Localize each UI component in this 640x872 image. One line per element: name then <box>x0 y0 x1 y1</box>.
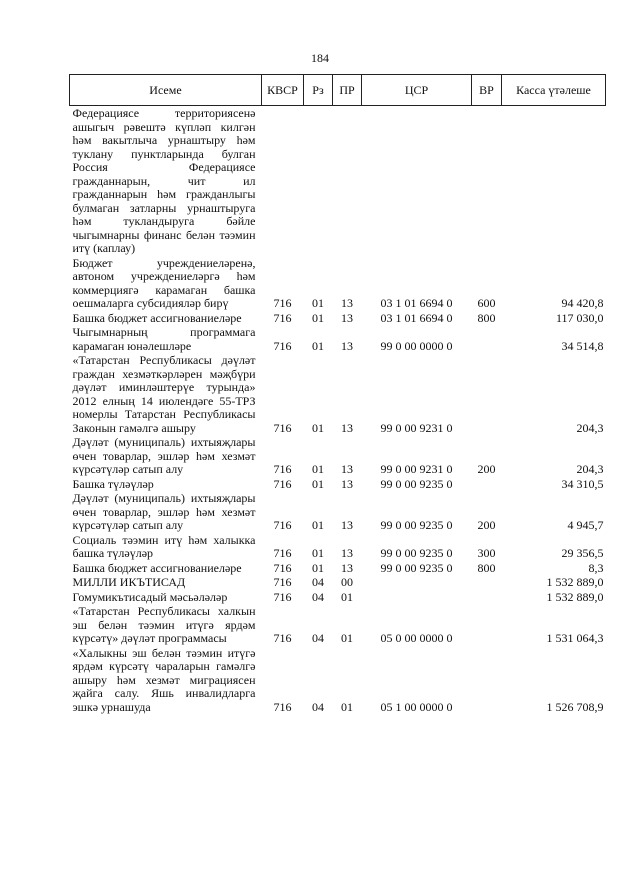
cell-vr <box>472 353 502 435</box>
cell-csr: 03 1 01 6694 0 <box>380 310 453 325</box>
cell-name: Федерациясе территориясенә ашыгыч рәвештә күпләп килгән һәм вакытлыча урнаштыру һәм туклану пунктларында булган Россия Федерациясе гражданнарын, чит ил гражданнарын һәм гражданлыгы булмаган затларны урнаштыруга һәм тукландыруга бәйле чыгымнарны финанс белән тәэмин итү (каплау) <box>72 106 256 255</box>
cell-pr: 13 <box>341 560 353 575</box>
cell-csr: 99 0 00 9235 0 <box>380 546 453 560</box>
cell-kvsr: 716 <box>273 575 292 589</box>
cell-kassa: 1 531 064,3 <box>546 631 604 645</box>
cell-vr <box>472 325 502 353</box>
cell-kassa: 4 945,7 <box>567 518 604 532</box>
cell-kvsr: 716 <box>273 462 292 476</box>
cell-kassa: 1 532 889,0 <box>546 589 604 604</box>
cell-name: Башка бюджет ассигнованиеләре <box>72 560 242 575</box>
cell-rz: 01 <box>312 310 324 325</box>
table-row <box>70 106 606 256</box>
cell-name: Башка бюджет ассигнованиеләре <box>72 310 242 325</box>
table-row <box>70 325 606 353</box>
cell-csr: 05 1 00 0000 0 <box>380 699 453 714</box>
header-pr: ПР <box>333 75 362 106</box>
cell-kassa: 94 420,8 <box>561 296 604 310</box>
cell-rz: 04 <box>312 575 324 589</box>
cell-kvsr: 716 <box>273 296 292 310</box>
cell-kassa: 1 532 889,0 <box>546 575 604 589</box>
cell-kassa: 204,3 <box>576 420 604 435</box>
cell-kassa: 34 310,5 <box>561 476 604 491</box>
cell-kassa <box>502 106 606 256</box>
table-row <box>70 491 606 533</box>
table-row <box>70 477 606 492</box>
cell-rz: 01 <box>312 476 324 491</box>
cell-csr: 03 1 01 6694 0 <box>380 296 453 310</box>
table-row <box>70 575 606 590</box>
cell-vr: 600 <box>477 296 496 310</box>
cell-pr: 13 <box>341 310 353 325</box>
cell-name: «Татарстан Республикасы дәүләт граждан хезмәткәрләрен мәҗбүри дәүләт иминләштерүе турында» 2012 елның 14 июлендәге 55-ТРЗ номерлы Татарстан Республикасы Законын гамәлгә ашыру <box>72 353 256 435</box>
cell-kassa: 1 526 708,9 <box>546 699 604 714</box>
table-row <box>70 561 606 576</box>
cell-name: Чыгымнарның программага карамаган юнәлешләре <box>72 325 256 353</box>
cell-name: «Халыкны эш белән тәэмин итүгә ярдәм күрсәтү чараларын гамәлгә ашыру һәм хезмәт миграциясен җайга салу. Яшь инвалидларга эшкә урнашуда <box>72 645 256 714</box>
cell-kvsr: 716 <box>273 518 292 532</box>
cell-rz: 04 <box>312 631 324 645</box>
cell-pr: 13 <box>341 518 353 532</box>
cell-pr: 13 <box>341 546 353 560</box>
cell-pr: 00 <box>341 575 353 589</box>
cell-kassa: 8,3 <box>588 560 604 575</box>
cell-name: Гомумикътисадый мәсьәләләр <box>72 589 228 604</box>
cell-name: Социаль тәэмин итү һәм халыкка башка түләүләр <box>72 532 256 560</box>
budget-table <box>69 74 606 714</box>
header-vr: ВР <box>472 75 502 106</box>
cell-vr: 800 <box>477 310 496 325</box>
cell-rz: 01 <box>312 518 324 532</box>
cell-vr: 200 <box>477 518 496 532</box>
cell-pr: 13 <box>341 476 353 491</box>
cell-kassa: 34 514,8 <box>561 338 604 353</box>
cell-name: Бюджет учреждениеләренә, автоном учреждениеләргә һәм коммерциягә карамаган башка оешмаларга субсидияләр бирү <box>72 255 256 310</box>
cell-rz: 01 <box>312 420 324 435</box>
cell-pr <box>333 106 362 256</box>
cell-rz: 01 <box>312 462 324 476</box>
cell-kvsr: 716 <box>273 476 292 491</box>
cell-name: МИЛЛИ ИКЪТИСАД <box>72 575 186 589</box>
cell-pr: 01 <box>341 631 353 645</box>
cell-pr: 13 <box>341 420 353 435</box>
header-name: Исеме <box>70 75 262 106</box>
page-number: 184 <box>311 51 329 65</box>
cell-vr <box>472 646 502 715</box>
header-kassa: Касса үтәлеше <box>502 75 606 106</box>
table-row <box>70 353 606 435</box>
cell-csr: 99 0 00 9235 0 <box>380 560 453 575</box>
cell-name: Дәүләт (муниципаль) ихтыяҗлары өчен товарлар, эшләр һәм хезмәт күрсәтүләр сатып алу <box>72 491 256 532</box>
cell-csr: 99 0 00 9231 0 <box>380 420 453 435</box>
header-kvsr: КВСР <box>262 75 304 106</box>
cell-vr <box>472 106 502 256</box>
cell-csr: 05 0 00 0000 0 <box>380 631 453 645</box>
cell-csr <box>362 106 472 256</box>
cell-rz: 01 <box>312 296 324 310</box>
cell-csr: 99 0 00 9235 0 <box>380 476 453 491</box>
cell-rz <box>304 106 333 256</box>
cell-csr <box>362 590 472 605</box>
cell-pr: 13 <box>341 462 353 476</box>
cell-vr <box>472 575 502 590</box>
cell-name: «Татарстан Республикасы халкын эш белән тәэмин итүгә ярдәм күрсәтү» дәүләт программасы <box>72 604 256 645</box>
table-row <box>70 311 606 326</box>
cell-vr: 200 <box>477 462 496 476</box>
table-row <box>70 533 606 561</box>
cell-vr <box>472 590 502 605</box>
cell-kassa: 117 030,0 <box>555 310 604 325</box>
cell-rz: 04 <box>312 589 324 604</box>
table-row <box>70 590 606 605</box>
cell-kvsr: 716 <box>273 631 292 645</box>
cell-rz: 01 <box>312 338 324 353</box>
cell-rz: 04 <box>312 699 324 714</box>
cell-vr <box>472 477 502 492</box>
cell-pr: 13 <box>341 296 353 310</box>
cell-pr: 01 <box>341 699 353 714</box>
cell-kvsr: 716 <box>273 310 292 325</box>
table-header-row <box>70 75 606 106</box>
cell-csr: 99 0 00 9235 0 <box>380 518 453 532</box>
cell-kvsr <box>262 106 304 256</box>
cell-vr: 800 <box>477 560 496 575</box>
cell-vr <box>472 604 502 646</box>
table-row <box>70 256 606 311</box>
cell-name: Башка түләүләр <box>72 476 154 491</box>
header-csr: ЦСР <box>362 75 472 106</box>
cell-kassa: 29 356,5 <box>561 546 604 560</box>
cell-kvsr: 716 <box>273 420 292 435</box>
cell-rz: 01 <box>312 546 324 560</box>
table-row <box>70 604 606 646</box>
cell-pr: 01 <box>341 589 353 604</box>
cell-vr: 300 <box>477 546 496 560</box>
cell-name: Дәүләт (муниципаль) ихтыяҗлары өчен товарлар, эшләр һәм хезмәт күрсәтүләр сатып алу <box>72 435 256 476</box>
cell-rz: 01 <box>312 560 324 575</box>
cell-csr <box>362 575 472 590</box>
cell-kvsr: 716 <box>273 699 292 714</box>
cell-csr: 99 0 00 9231 0 <box>380 462 453 476</box>
cell-kassa: 204,3 <box>576 462 604 476</box>
table-row <box>70 435 606 477</box>
cell-pr: 13 <box>341 338 353 353</box>
cell-kvsr: 716 <box>273 560 292 575</box>
cell-csr: 99 0 00 0000 0 <box>380 338 453 353</box>
cell-kvsr: 716 <box>273 546 292 560</box>
header-rz: Рз <box>304 75 333 106</box>
cell-kvsr: 716 <box>273 338 292 353</box>
cell-kvsr: 716 <box>273 589 292 604</box>
table-row <box>70 646 606 715</box>
